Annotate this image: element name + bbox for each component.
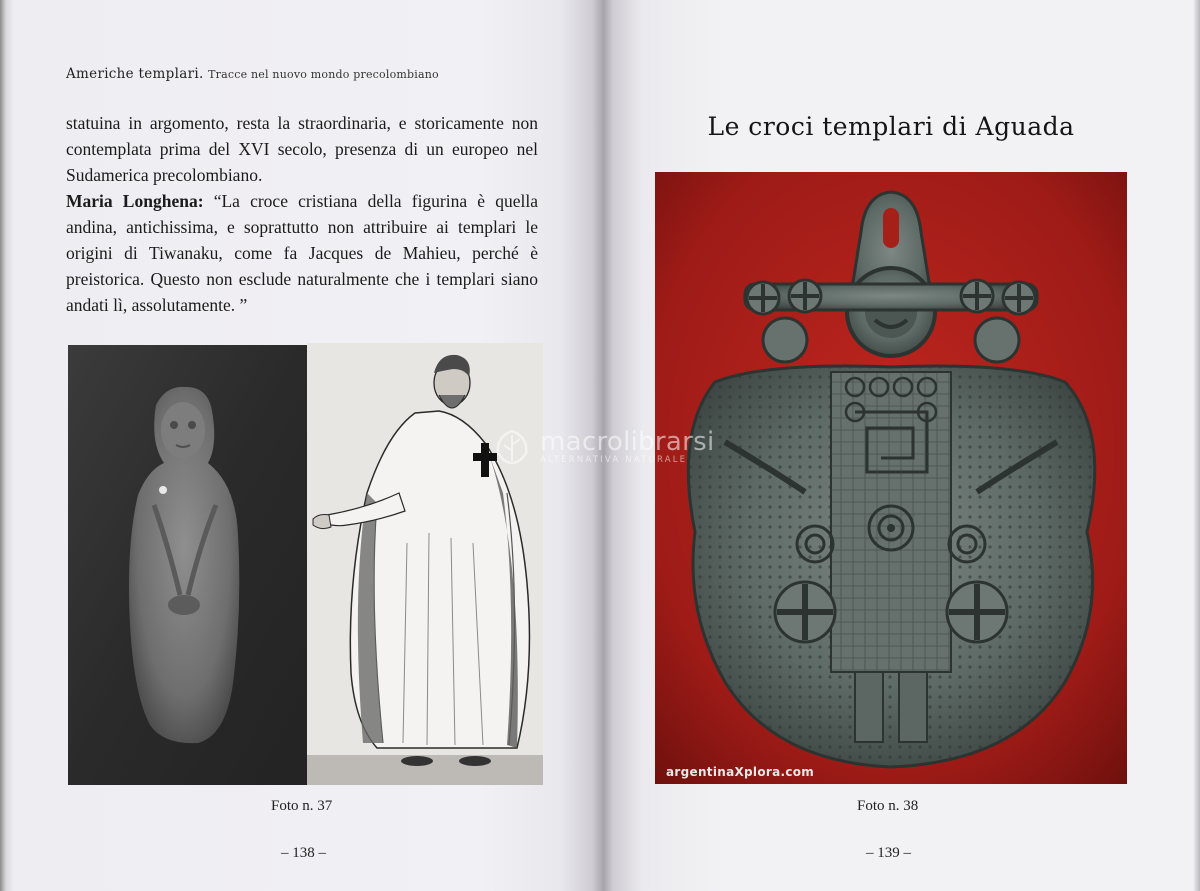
- running-head-subtitle: Tracce nel nuovo mondo precolombiano: [208, 68, 439, 81]
- photo-caption-37: Foto n. 37: [271, 798, 333, 814]
- macrolibrarsi-leaf-logo-icon: [492, 427, 532, 467]
- watermark-name: macrolibrarsi: [540, 426, 715, 457]
- page-number-139: – 139 –: [866, 845, 911, 861]
- photo-credit: argentinaXplora.com: [666, 765, 815, 779]
- running-head: [66, 66, 439, 82]
- paragraph-2: [66, 188, 538, 318]
- templar-knight-engraving: [307, 343, 543, 785]
- watermark-tagline: ALTERNATIVA NATURALE: [540, 454, 688, 465]
- photo-caption-38: Foto n. 38: [857, 798, 919, 814]
- body-text: [66, 110, 538, 318]
- page-number-138: – 138 –: [281, 845, 326, 861]
- macrolibrarsi-watermark: [492, 424, 715, 470]
- watermark-text: [540, 426, 715, 466]
- running-head-title: Americhe templari.: [66, 66, 204, 82]
- templar-cross-icon: [747, 282, 779, 314]
- speaker-name: Maria Longhena:: [66, 191, 204, 211]
- paragraph-1: [66, 110, 538, 188]
- aguada-plaque-photo: [655, 172, 1127, 784]
- chapter-title: Le croci templari di Aguada: [707, 112, 1075, 141]
- stone-figurine-photo: [68, 345, 308, 785]
- paragraph-1-text: statuina in argomento, resta la straordinaria, e storicamente non contemplata prima del XVI secolo, presenza di un europeo nel Sudamerica precolombiano.: [66, 113, 538, 185]
- paragraph-2-text: “La croce cristiana della figurina è quella andina, antichissima, e soprattutto non attribuire ai templari le origini di Tiwanaku, come fa Jacques de Mahieu, perché è preistorica. Questo non esclude naturalmente che i templari siano andati lì, assolutamente. ”: [66, 191, 538, 315]
